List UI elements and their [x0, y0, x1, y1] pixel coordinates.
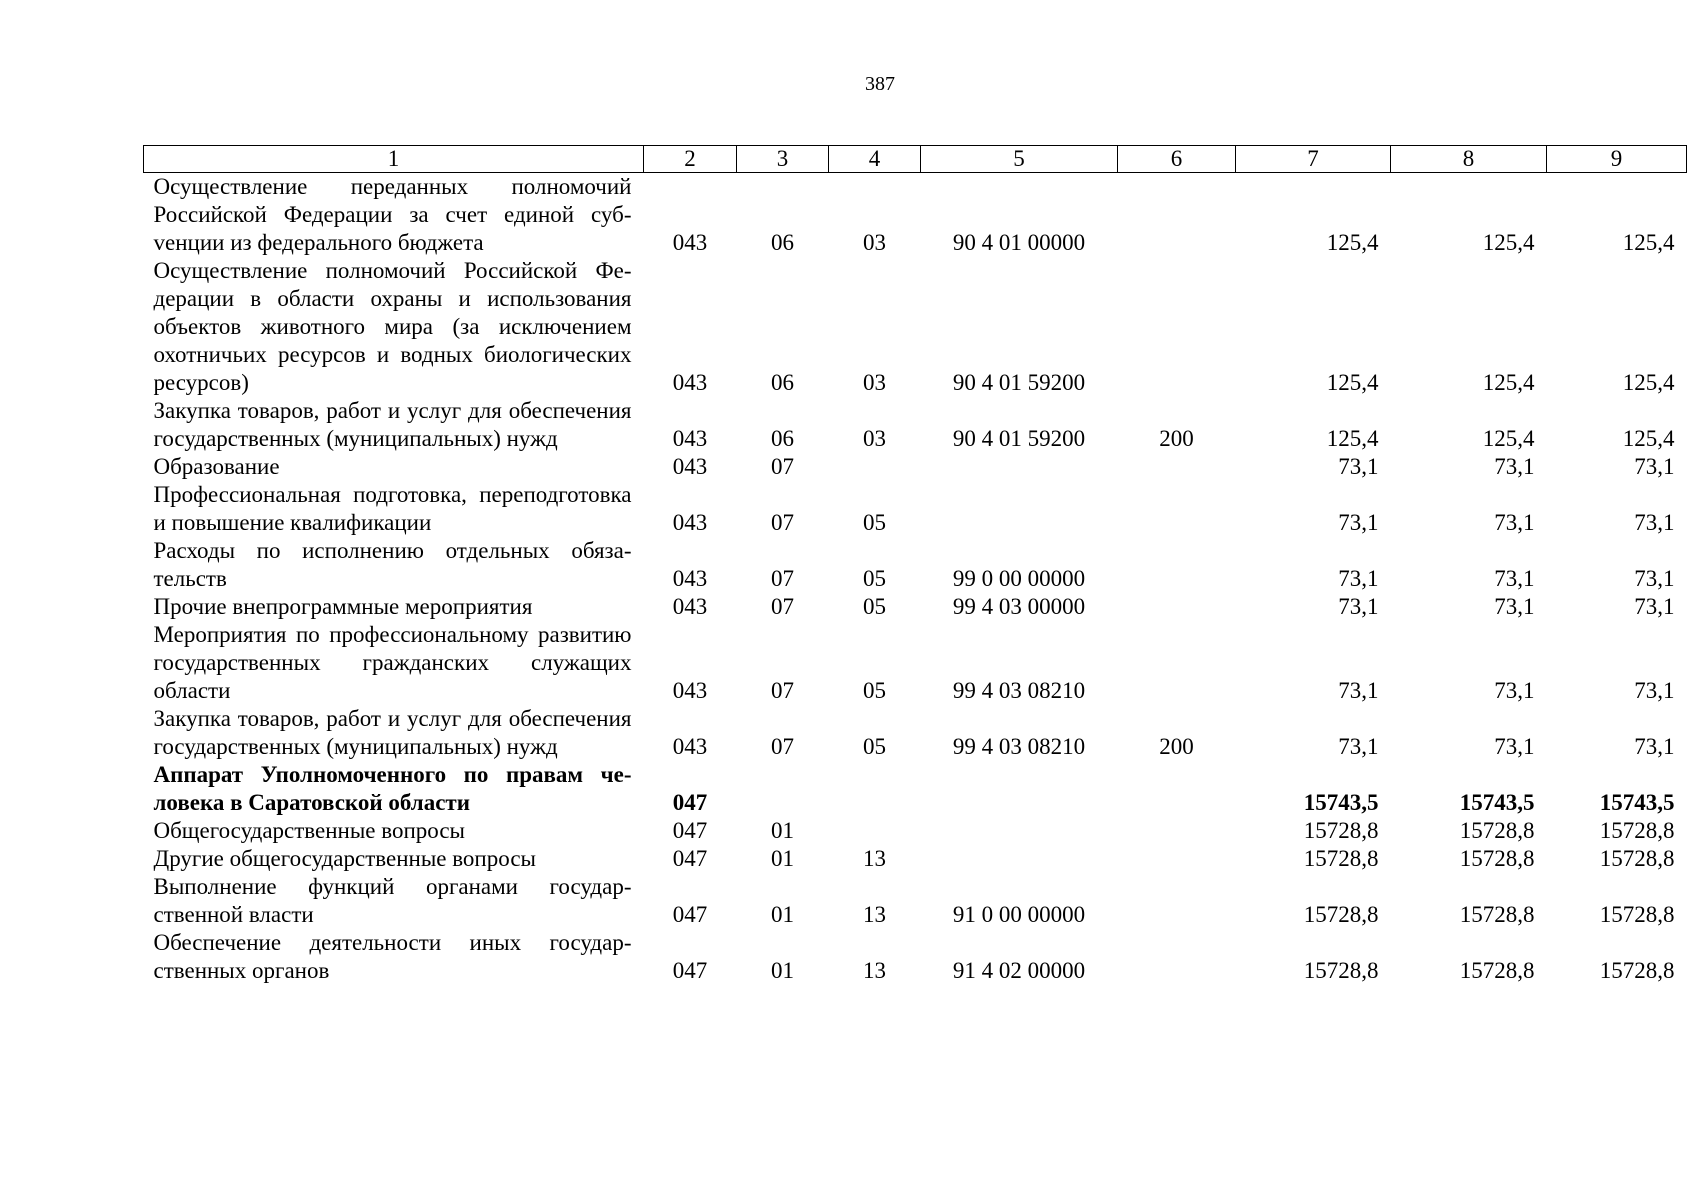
column-header: 5 [921, 146, 1118, 173]
expense-type-cell [1118, 257, 1236, 397]
table-row [144, 593, 1687, 621]
table-row [144, 761, 1687, 817]
table-row [144, 173, 1687, 258]
section-cell: 06 [771, 426, 794, 451]
subsection-cell: 13 [863, 846, 886, 871]
column-header: 6 [1118, 146, 1236, 173]
row-name-cell: Профессиональная подготовка, переподготовка и повышение квалификации [153, 482, 632, 535]
column-header: 2 [644, 146, 737, 173]
row-name-cell: Закупка товаров, работ и услуг для обеспечения государственных (муниципальных) нужд [153, 398, 632, 451]
subsection-cell [829, 453, 921, 481]
amount-cell: 73,1 [1634, 678, 1675, 703]
target-article-cell [921, 817, 1118, 845]
section-cell: 01 [771, 902, 794, 927]
subsection-cell [829, 761, 921, 817]
target-article-cell [921, 481, 1118, 537]
code-cell: 043 [672, 370, 708, 395]
section-cell: 01 [771, 846, 794, 871]
target-article-cell: 99 0 00 00000 [952, 566, 1086, 591]
target-article-cell [921, 453, 1118, 481]
expense-type-cell: 200 [1159, 426, 1194, 451]
amount-cell: 15728,8 [1303, 846, 1379, 871]
amount-cell: 73,1 [1494, 454, 1535, 479]
section-cell: 01 [771, 818, 794, 843]
expense-type-cell [1118, 621, 1236, 705]
amount-cell: 125,4 [1622, 230, 1675, 255]
column-header: 3 [737, 146, 829, 173]
amount-cell: 73,1 [1338, 734, 1379, 759]
expense-type-cell [1118, 929, 1236, 985]
subsection-cell: 05 [863, 566, 886, 591]
code-cell: 047 [672, 818, 708, 843]
expense-type-cell: 200 [1159, 734, 1194, 759]
section-cell: 07 [771, 566, 794, 591]
code-cell: 043 [672, 566, 708, 591]
amount-cell: 73,1 [1494, 594, 1535, 619]
subsection-cell: 13 [863, 958, 886, 983]
amount-cell: 73,1 [1494, 510, 1535, 535]
budget-table [143, 145, 1687, 985]
amount-cell: 73,1 [1338, 594, 1379, 619]
table-header-row [144, 146, 1687, 173]
amount-cell: 15743,5 [1599, 790, 1675, 815]
expense-type-cell [1118, 817, 1236, 845]
table-row [144, 621, 1687, 705]
code-cell: 043 [672, 678, 708, 703]
amount-cell: 125,4 [1326, 426, 1379, 451]
expense-type-cell [1118, 173, 1236, 258]
section-cell: 07 [771, 454, 794, 479]
amount-cell: 73,1 [1338, 678, 1379, 703]
amount-cell: 15728,8 [1459, 818, 1535, 843]
amount-cell: 73,1 [1634, 594, 1675, 619]
code-cell: 047 [672, 846, 708, 871]
table-row [144, 929, 1687, 985]
subsection-cell: 03 [863, 426, 886, 451]
amount-cell: 73,1 [1634, 454, 1675, 479]
section-cell: 06 [771, 230, 794, 255]
amount-cell: 73,1 [1494, 734, 1535, 759]
amount-cell: 15728,8 [1599, 958, 1675, 983]
section-cell: 06 [771, 370, 794, 395]
column-header: 8 [1391, 146, 1547, 173]
section-cell [737, 761, 829, 817]
row-name-cell: Выполнение функций органами государственной власти [153, 874, 632, 927]
amount-cell: 15728,8 [1303, 902, 1379, 927]
column-header: 1 [144, 146, 644, 173]
expense-type-cell [1118, 453, 1236, 481]
amount-cell: 73,1 [1338, 510, 1379, 535]
subsection-cell: 03 [863, 230, 886, 255]
target-article-cell [921, 761, 1118, 817]
subsection-cell: 05 [863, 510, 886, 535]
amount-cell: 15728,8 [1459, 958, 1535, 983]
target-article-cell: 91 0 00 00000 [952, 902, 1086, 927]
row-name-cell: Прочие внепрограммные мероприятия [153, 594, 533, 619]
subsection-cell: 13 [863, 902, 886, 927]
code-cell: 047 [672, 902, 708, 927]
amount-cell: 125,4 [1482, 426, 1535, 451]
expense-type-cell [1118, 593, 1236, 621]
table-row [144, 873, 1687, 929]
page-number: 387 [865, 73, 895, 95]
column-header: 7 [1236, 146, 1391, 173]
table-row [144, 817, 1687, 845]
row-name-cell: Осуществление полномочий Российской Федерации в области охраны и использования объектов животного мира (за исключением охотничьих ресурсов и водных биологических ресурсов) [153, 258, 632, 395]
subsection-cell: 05 [863, 678, 886, 703]
expense-type-cell [1118, 845, 1236, 873]
code-cell: 047 [672, 958, 708, 983]
amount-cell: 125,4 [1482, 230, 1535, 255]
amount-cell: 15728,8 [1599, 902, 1675, 927]
amount-cell: 73,1 [1338, 566, 1379, 591]
amount-cell: 73,1 [1494, 566, 1535, 591]
table-row [144, 705, 1687, 761]
target-article-cell: 90 4 01 59200 [952, 426, 1086, 451]
target-article-cell [921, 845, 1118, 873]
row-name-cell: Образование [153, 454, 280, 479]
code-cell: 043 [672, 510, 708, 535]
subsection-cell: 03 [863, 370, 886, 395]
subsection-cell [829, 817, 921, 845]
amount-cell: 15728,8 [1459, 902, 1535, 927]
column-header: 4 [829, 146, 921, 173]
section-cell: 07 [771, 594, 794, 619]
amount-cell: 125,4 [1482, 370, 1535, 395]
expense-type-cell [1118, 481, 1236, 537]
amount-cell: 15743,5 [1303, 790, 1379, 815]
table-body [144, 173, 1687, 986]
target-article-cell: 99 4 03 00000 [952, 594, 1086, 619]
row-name-cell: Другие общегосударственные вопросы [153, 846, 536, 871]
target-article-cell: 99 4 03 08210 [952, 734, 1086, 759]
amount-cell: 125,4 [1326, 230, 1379, 255]
amount-cell: 73,1 [1634, 566, 1675, 591]
section-cell: 07 [771, 734, 794, 759]
table-row [144, 845, 1687, 873]
table-row [144, 397, 1687, 453]
amount-cell: 15743,5 [1459, 790, 1535, 815]
subsection-cell: 05 [863, 734, 886, 759]
section-cell: 01 [771, 958, 794, 983]
amount-cell: 15728,8 [1303, 818, 1379, 843]
table-row [144, 453, 1687, 481]
table-row [144, 481, 1687, 537]
expense-type-cell [1118, 873, 1236, 929]
amount-cell: 73,1 [1634, 510, 1675, 535]
column-header: 9 [1547, 146, 1687, 173]
table-row [144, 537, 1687, 593]
expense-type-cell [1118, 537, 1236, 593]
code-cell: 043 [672, 594, 708, 619]
expense-type-cell [1118, 761, 1236, 817]
section-cell: 07 [771, 510, 794, 535]
amount-cell: 73,1 [1338, 454, 1379, 479]
amount-cell: 73,1 [1494, 678, 1535, 703]
code-cell: 043 [672, 454, 708, 479]
code-cell: 043 [672, 734, 708, 759]
amount-cell: 73,1 [1634, 734, 1675, 759]
amount-cell: 15728,8 [1599, 846, 1675, 871]
subsection-cell: 05 [863, 594, 886, 619]
row-name-cell: Общегосударственные вопросы [153, 818, 465, 843]
target-article-cell: 90 4 01 59200 [952, 370, 1086, 395]
amount-cell: 15728,8 [1303, 958, 1379, 983]
amount-cell: 125,4 [1622, 426, 1675, 451]
row-name-cell: Обеспечение деятельности иных государственных органов [153, 930, 632, 983]
amount-cell: 15728,8 [1459, 846, 1535, 871]
target-article-cell: 90 4 01 00000 [952, 230, 1086, 255]
row-name-cell: Осуществление переданных полномочий Российской Федерации за счет единой субvенции из федерального бюджета [153, 174, 632, 255]
target-article-cell: 91 4 02 00000 [952, 958, 1086, 983]
amount-cell: 125,4 [1326, 370, 1379, 395]
code-cell: 043 [672, 426, 708, 451]
target-article-cell: 99 4 03 08210 [952, 678, 1086, 703]
row-name-cell: Расходы по исполнению отдельных обязательств [153, 538, 632, 591]
row-name-cell: Мероприятия по профессиональному развитию государственных гражданских служащих области [153, 622, 632, 703]
code-cell: 047 [672, 790, 708, 815]
amount-cell: 125,4 [1622, 370, 1675, 395]
table-row [144, 257, 1687, 397]
row-name-cell: Закупка товаров, работ и услуг для обеспечения государственных (муниципальных) нужд [153, 706, 632, 759]
code-cell: 043 [672, 230, 708, 255]
amount-cell: 15728,8 [1599, 818, 1675, 843]
section-cell: 07 [771, 678, 794, 703]
row-name-cell: Аппарат Уполномоченного по правам человека в Саратовской области [153, 762, 632, 815]
